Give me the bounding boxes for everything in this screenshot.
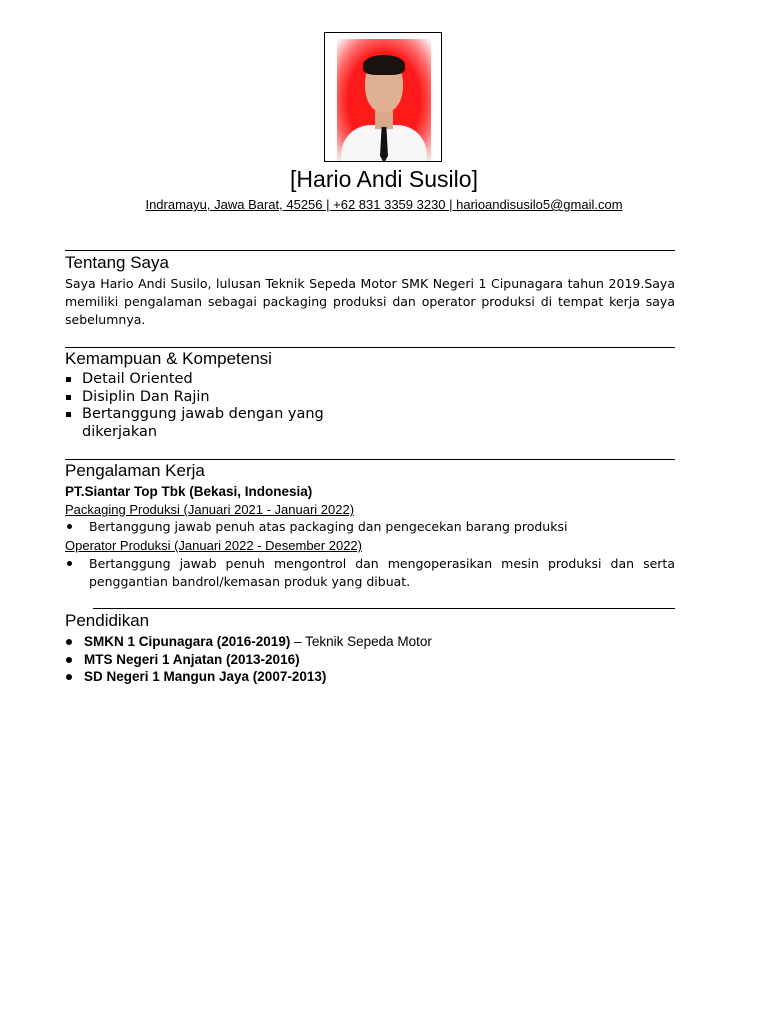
school-name: SD Negeri 1 Mangun Jaya (2007-2013) xyxy=(84,669,327,684)
photo-neck xyxy=(375,111,393,129)
photo-hair xyxy=(363,55,405,75)
job-duties xyxy=(65,555,675,591)
education-item xyxy=(65,651,432,669)
job-title: Operator Produksi (Januari 2022 - Desember 2022) xyxy=(65,538,362,553)
school-name: MTS Negeri 1 Anjatan (2013-2016) xyxy=(84,651,300,667)
candidate-name: [Hario Andi Susilo] xyxy=(290,166,478,192)
section-divider xyxy=(93,608,675,609)
duty-item: Bertanggung jawab penuh mengontrol dan mengoperasikan mesin produksi dan serta penggantian bandrol/kemasan produk yang dibuat. xyxy=(65,555,675,591)
skill-item: Bertanggung jawab dengan yang dikerjakan xyxy=(65,406,365,441)
job-duties xyxy=(65,518,675,536)
duty-item: Bertanggung jawab penuh atas packaging dan pengecekan barang produksi xyxy=(65,518,675,536)
section-divider xyxy=(65,250,675,251)
education-title: Pendidikan xyxy=(65,611,150,630)
contact-line: Indramayu, Jawa Barat, 45256 | +62 831 3359 3230 | harioandisusilo5@gmail.com xyxy=(145,197,623,212)
about-title: Tentang Saya xyxy=(65,253,169,272)
education-list xyxy=(65,633,432,686)
school-name: SMKN 1 Cipunagara (2016-2019) xyxy=(84,634,291,649)
section-divider xyxy=(65,347,675,348)
skill-item: Disiplin Dan Rajin xyxy=(65,389,365,407)
skills-title: Kemampuan & Kompetensi xyxy=(65,349,272,368)
profile-photo xyxy=(324,32,442,162)
about-text: Saya Hario Andi Susilo, lulusan Teknik Sepeda Motor SMK Negeri 1 Cipunagara tahun 2019.Saya memiliki pengalaman sebagai packaging produksi dan operator produksi di tempat kerja saya sebelumnya. xyxy=(65,276,675,327)
job-title: Packaging Produksi (Januari 2021 - Januari 2022) xyxy=(65,502,355,517)
section-divider xyxy=(65,459,675,460)
experience-title: Pengalaman Kerja xyxy=(65,461,205,480)
company-name: PT.Siantar Top Tbk (Bekasi, Indonesia) xyxy=(65,484,313,499)
school-major: – Teknik Sepeda Motor xyxy=(290,634,432,649)
education-item xyxy=(65,633,432,651)
education-item xyxy=(65,668,432,686)
skills-list xyxy=(65,371,365,441)
skill-item: Detail Oriented xyxy=(65,371,365,389)
